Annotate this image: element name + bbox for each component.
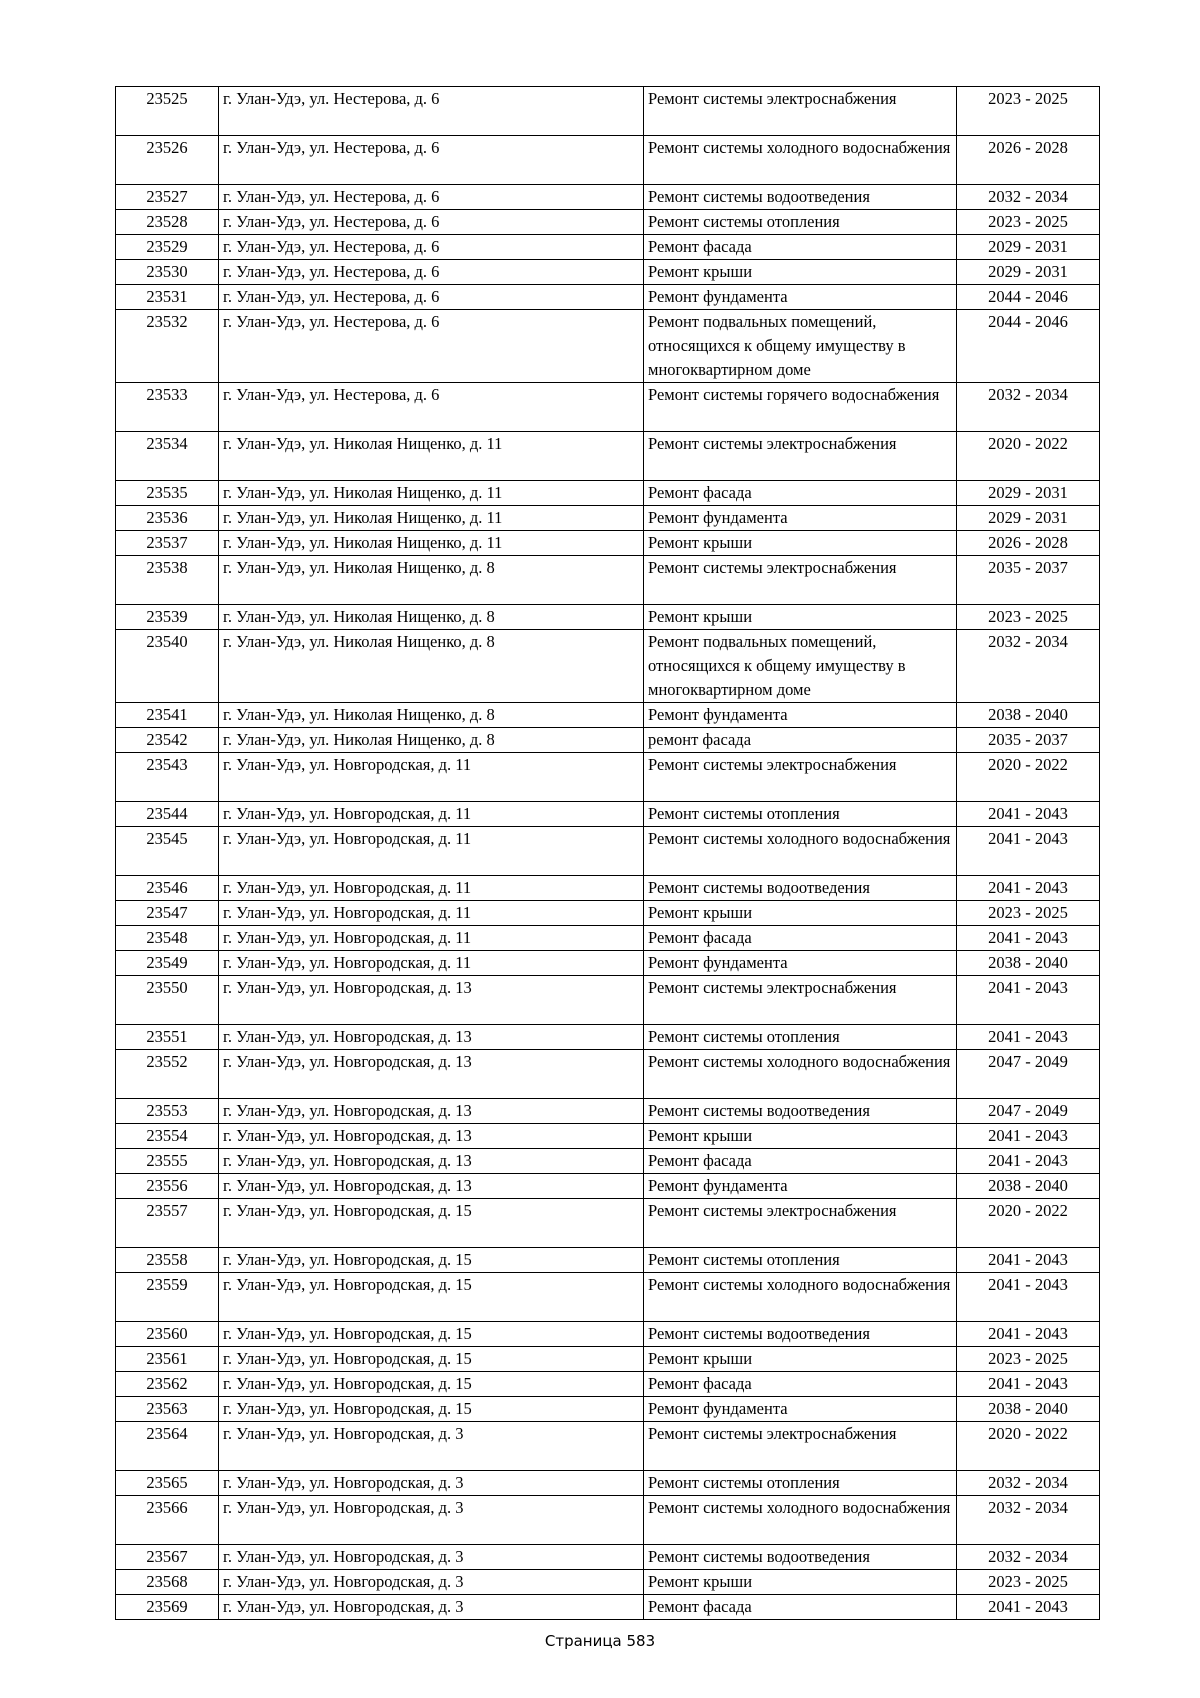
row-period: 2032 - 2034 [957,630,1100,703]
row-number: 23549 [116,951,219,976]
row-period: 2023 - 2025 [957,87,1100,136]
row-address: г. Улан-Удэ, ул. Нестерова, д. 6 [219,210,644,235]
row-number: 23555 [116,1149,219,1174]
table-row [116,1322,1100,1347]
row-address: г. Улан-Удэ, ул. Николая Нищенко, д. 11 [219,506,644,531]
row-period: 2023 - 2025 [957,210,1100,235]
row-address: г. Улан-Удэ, ул. Николая Нищенко, д. 11 [219,481,644,506]
row-period: 2041 - 2043 [957,926,1100,951]
row-number: 23546 [116,876,219,901]
table-row [116,827,1100,876]
row-work-type: Ремонт фасада [644,1149,957,1174]
row-number: 23567 [116,1545,219,1570]
row-number: 23540 [116,630,219,703]
row-work-type: Ремонт системы водоотведения [644,1545,957,1570]
row-period: 2041 - 2043 [957,1322,1100,1347]
row-work-type: Ремонт системы холодного водоснабжения [644,1273,957,1322]
table-row [116,1099,1100,1124]
table-row [116,235,1100,260]
table-row [116,876,1100,901]
row-number: 23554 [116,1124,219,1149]
row-work-type: Ремонт системы горячего водоснабжения [644,383,957,432]
row-address: г. Улан-Удэ, ул. Новгородская, д. 3 [219,1422,644,1471]
table-row [116,1595,1100,1620]
row-number: 23538 [116,556,219,605]
row-number: 23533 [116,383,219,432]
table-row [116,260,1100,285]
row-number: 23536 [116,506,219,531]
row-address: г. Улан-Удэ, ул. Новгородская, д. 3 [219,1471,644,1496]
row-work-type: Ремонт подвальных помещений, относящихся к общему имуществу в многоквартирном доме [644,630,957,703]
row-number: 23525 [116,87,219,136]
row-address: г. Улан-Удэ, ул. Нестерова, д. 6 [219,235,644,260]
row-period: 2035 - 2037 [957,728,1100,753]
table-row [116,1199,1100,1248]
table-row [116,1174,1100,1199]
row-period: 2032 - 2034 [957,383,1100,432]
row-period: 2023 - 2025 [957,1347,1100,1372]
row-work-type: Ремонт крыши [644,260,957,285]
row-period: 2032 - 2034 [957,1545,1100,1570]
row-period: 2029 - 2031 [957,506,1100,531]
row-number: 23552 [116,1050,219,1099]
table-row [116,630,1100,703]
table-row [116,728,1100,753]
row-address: г. Улан-Удэ, ул. Новгородская, д. 15 [219,1347,644,1372]
table-row [116,1124,1100,1149]
table-row [116,1471,1100,1496]
row-address: г. Улан-Удэ, ул. Новгородская, д. 3 [219,1595,644,1620]
row-address: г. Улан-Удэ, ул. Новгородская, д. 15 [219,1397,644,1422]
row-work-type: Ремонт крыши [644,901,957,926]
row-address: г. Улан-Удэ, ул. Новгородская, д. 15 [219,1372,644,1397]
row-period: 2041 - 2043 [957,827,1100,876]
row-number: 23568 [116,1570,219,1595]
row-work-type: Ремонт подвальных помещений, относящихся к общему имуществу в многоквартирном доме [644,310,957,383]
row-address: г. Улан-Удэ, ул. Новгородская, д. 13 [219,1050,644,1099]
row-work-type: Ремонт системы холодного водоснабжения [644,1050,957,1099]
table-row [116,310,1100,383]
row-address: г. Улан-Удэ, ул. Новгородская, д. 3 [219,1496,644,1545]
row-period: 2041 - 2043 [957,1595,1100,1620]
row-number: 23537 [116,531,219,556]
row-work-type: Ремонт фасада [644,1595,957,1620]
row-work-type: Ремонт системы электроснабжения [644,1422,957,1471]
table-row [116,1025,1100,1050]
row-period: 2041 - 2043 [957,802,1100,827]
row-work-type: Ремонт системы электроснабжения [644,87,957,136]
row-work-type: Ремонт крыши [644,531,957,556]
row-address: г. Улан-Удэ, ул. Новгородская, д. 11 [219,802,644,827]
row-number: 23553 [116,1099,219,1124]
row-address: г. Улан-Удэ, ул. Нестерова, д. 6 [219,87,644,136]
table-row [116,1273,1100,1322]
row-work-type: Ремонт фундамента [644,1397,957,1422]
table-row [116,605,1100,630]
row-period: 2047 - 2049 [957,1050,1100,1099]
table-row [116,753,1100,802]
row-work-type: Ремонт фундамента [644,951,957,976]
row-number: 23547 [116,901,219,926]
row-address: г. Улан-Удэ, ул. Николая Нищенко, д. 8 [219,556,644,605]
row-address: г. Улан-Удэ, ул. Новгородская, д. 3 [219,1545,644,1570]
row-work-type: Ремонт системы электроснабжения [644,432,957,481]
row-period: 2041 - 2043 [957,1273,1100,1322]
row-period: 2023 - 2025 [957,901,1100,926]
row-work-type: Ремонт системы водоотведения [644,1099,957,1124]
row-number: 23561 [116,1347,219,1372]
row-number: 23531 [116,285,219,310]
table-row [116,481,1100,506]
row-period: 2041 - 2043 [957,1248,1100,1273]
row-work-type: Ремонт фасада [644,235,957,260]
row-number: 23530 [116,260,219,285]
page-number: Страница 583 [544,1632,656,1650]
row-period: 2038 - 2040 [957,1174,1100,1199]
row-number: 23543 [116,753,219,802]
row-number: 23550 [116,976,219,1025]
row-number: 23527 [116,185,219,210]
row-address: г. Улан-Удэ, ул. Новгородская, д. 15 [219,1248,644,1273]
table-row [116,1372,1100,1397]
row-number: 23534 [116,432,219,481]
row-work-type: Ремонт системы отопления [644,1248,957,1273]
row-period: 2029 - 2031 [957,481,1100,506]
row-number: 23565 [116,1471,219,1496]
row-period: 2032 - 2034 [957,1471,1100,1496]
table-row [116,1347,1100,1372]
row-address: г. Улан-Удэ, ул. Новгородская, д. 11 [219,876,644,901]
row-address: г. Улан-Удэ, ул. Новгородская, д. 13 [219,1149,644,1174]
row-work-type: Ремонт фундамента [644,1174,957,1199]
table-row [116,531,1100,556]
row-number: 23529 [116,235,219,260]
row-period: 2035 - 2037 [957,556,1100,605]
row-work-type: Ремонт фасада [644,1372,957,1397]
row-work-type: Ремонт системы отопления [644,1025,957,1050]
table-row [116,926,1100,951]
table-row [116,556,1100,605]
table-row [116,1050,1100,1099]
table-row [116,185,1100,210]
row-number: 23539 [116,605,219,630]
row-work-type: Ремонт системы холодного водоснабжения [644,1496,957,1545]
row-number: 23558 [116,1248,219,1273]
row-work-type: Ремонт фасада [644,481,957,506]
row-period: 2029 - 2031 [957,235,1100,260]
row-period: 2020 - 2022 [957,432,1100,481]
row-number: 23542 [116,728,219,753]
row-number: 23526 [116,136,219,185]
row-period: 2026 - 2028 [957,136,1100,185]
row-address: г. Улан-Удэ, ул. Нестерова, д. 6 [219,310,644,383]
row-number: 23551 [116,1025,219,1050]
row-address: г. Улан-Удэ, ул. Новгородская, д. 11 [219,901,644,926]
table-row [116,1545,1100,1570]
row-number: 23564 [116,1422,219,1471]
row-address: г. Улан-Удэ, ул. Нестерова, д. 6 [219,260,644,285]
row-work-type: Ремонт системы отопления [644,210,957,235]
row-period: 2041 - 2043 [957,976,1100,1025]
row-address: г. Улан-Удэ, ул. Николая Нищенко, д. 8 [219,605,644,630]
row-period: 2044 - 2046 [957,310,1100,383]
row-period: 2020 - 2022 [957,1422,1100,1471]
row-work-type: Ремонт крыши [644,1124,957,1149]
table-row [116,1422,1100,1471]
row-address: г. Улан-Удэ, ул. Николая Нищенко, д. 8 [219,703,644,728]
row-period: 2020 - 2022 [957,1199,1100,1248]
row-period: 2032 - 2034 [957,1496,1100,1545]
row-address: г. Улан-Удэ, ул. Новгородская, д. 11 [219,753,644,802]
row-address: г. Улан-Удэ, ул. Новгородская, д. 15 [219,1273,644,1322]
row-address: г. Улан-Удэ, ул. Новгородская, д. 13 [219,1174,644,1199]
row-address: г. Улан-Удэ, ул. Новгородская, д. 11 [219,926,644,951]
row-work-type: Ремонт системы холодного водоснабжения [644,136,957,185]
row-period: 2023 - 2025 [957,605,1100,630]
table-row [116,432,1100,481]
table-row [116,1496,1100,1545]
row-period: 2041 - 2043 [957,1372,1100,1397]
row-work-type: Ремонт системы отопления [644,802,957,827]
row-address: г. Улан-Удэ, ул. Нестерова, д. 6 [219,185,644,210]
row-period: 2029 - 2031 [957,260,1100,285]
row-period: 2038 - 2040 [957,1397,1100,1422]
row-work-type: Ремонт системы электроснабжения [644,1199,957,1248]
row-number: 23528 [116,210,219,235]
row-period: 2047 - 2049 [957,1099,1100,1124]
table-body [116,87,1100,1620]
row-work-type: Ремонт фундамента [644,285,957,310]
row-address: г. Улан-Удэ, ул. Новгородская, д. 11 [219,951,644,976]
row-address: г. Улан-Удэ, ул. Николая Нищенко, д. 11 [219,432,644,481]
row-number: 23557 [116,1199,219,1248]
row-number: 23556 [116,1174,219,1199]
row-work-type: Ремонт системы холодного водоснабжения [644,827,957,876]
table-row [116,1149,1100,1174]
row-address: г. Улан-Удэ, ул. Новгородская, д. 11 [219,827,644,876]
row-work-type: Ремонт системы водоотведения [644,1322,957,1347]
row-work-type: Ремонт системы электроснабжения [644,976,957,1025]
row-address: г. Улан-Удэ, ул. Николая Нищенко, д. 11 [219,531,644,556]
table-row [116,506,1100,531]
row-work-type: ремонт фасада [644,728,957,753]
row-number: 23541 [116,703,219,728]
repair-schedule-table [115,86,1100,1620]
row-number: 23563 [116,1397,219,1422]
row-work-type: Ремонт системы водоотведения [644,185,957,210]
row-work-type: Ремонт системы отопления [644,1471,957,1496]
row-number: 23569 [116,1595,219,1620]
row-address: г. Улан-Удэ, ул. Новгородская, д. 13 [219,1025,644,1050]
row-number: 23559 [116,1273,219,1322]
row-address: г. Улан-Удэ, ул. Николая Нищенко, д. 8 [219,630,644,703]
row-period: 2041 - 2043 [957,1124,1100,1149]
row-address: г. Улан-Удэ, ул. Новгородская, д. 13 [219,1124,644,1149]
table-row [116,1248,1100,1273]
row-address: г. Улан-Удэ, ул. Новгородская, д. 15 [219,1322,644,1347]
table-row [116,951,1100,976]
row-number: 23562 [116,1372,219,1397]
row-period: 2041 - 2043 [957,876,1100,901]
row-period: 2023 - 2025 [957,1570,1100,1595]
table-row [116,1570,1100,1595]
row-period: 2038 - 2040 [957,951,1100,976]
table-row [116,285,1100,310]
row-work-type: Ремонт фасада [644,926,957,951]
row-work-type: Ремонт фундамента [644,703,957,728]
table-row [116,136,1100,185]
row-number: 23548 [116,926,219,951]
row-work-type: Ремонт крыши [644,605,957,630]
row-address: г. Улан-Удэ, ул. Нестерова, д. 6 [219,136,644,185]
row-number: 23560 [116,1322,219,1347]
table-row [116,1397,1100,1422]
row-number: 23544 [116,802,219,827]
row-number: 23535 [116,481,219,506]
table-row [116,210,1100,235]
row-period: 2038 - 2040 [957,703,1100,728]
row-period: 2020 - 2022 [957,753,1100,802]
row-period: 2026 - 2028 [957,531,1100,556]
table-row [116,976,1100,1025]
row-period: 2041 - 2043 [957,1149,1100,1174]
row-work-type: Ремонт системы электроснабжения [644,753,957,802]
row-address: г. Улан-Удэ, ул. Новгородская, д. 15 [219,1199,644,1248]
row-address: г. Улан-Удэ, ул. Нестерова, д. 6 [219,285,644,310]
row-number: 23566 [116,1496,219,1545]
row-period: 2041 - 2043 [957,1025,1100,1050]
table-row [116,87,1100,136]
row-address: г. Улан-Удэ, ул. Нестерова, д. 6 [219,383,644,432]
table-row [116,802,1100,827]
row-work-type: Ремонт системы электроснабжения [644,556,957,605]
row-number: 23545 [116,827,219,876]
row-work-type: Ремонт фундамента [644,506,957,531]
row-period: 2044 - 2046 [957,285,1100,310]
table-row [116,703,1100,728]
row-work-type: Ремонт крыши [644,1570,957,1595]
row-number: 23532 [116,310,219,383]
row-work-type: Ремонт крыши [644,1347,957,1372]
row-work-type: Ремонт системы водоотведения [644,876,957,901]
row-address: г. Улан-Удэ, ул. Новгородская, д. 13 [219,1099,644,1124]
row-period: 2032 - 2034 [957,185,1100,210]
row-address: г. Улан-Удэ, ул. Новгородская, д. 13 [219,976,644,1025]
row-address: г. Улан-Удэ, ул. Новгородская, д. 3 [219,1570,644,1595]
table-row [116,383,1100,432]
table-row [116,901,1100,926]
row-address: г. Улан-Удэ, ул. Николая Нищенко, д. 8 [219,728,644,753]
